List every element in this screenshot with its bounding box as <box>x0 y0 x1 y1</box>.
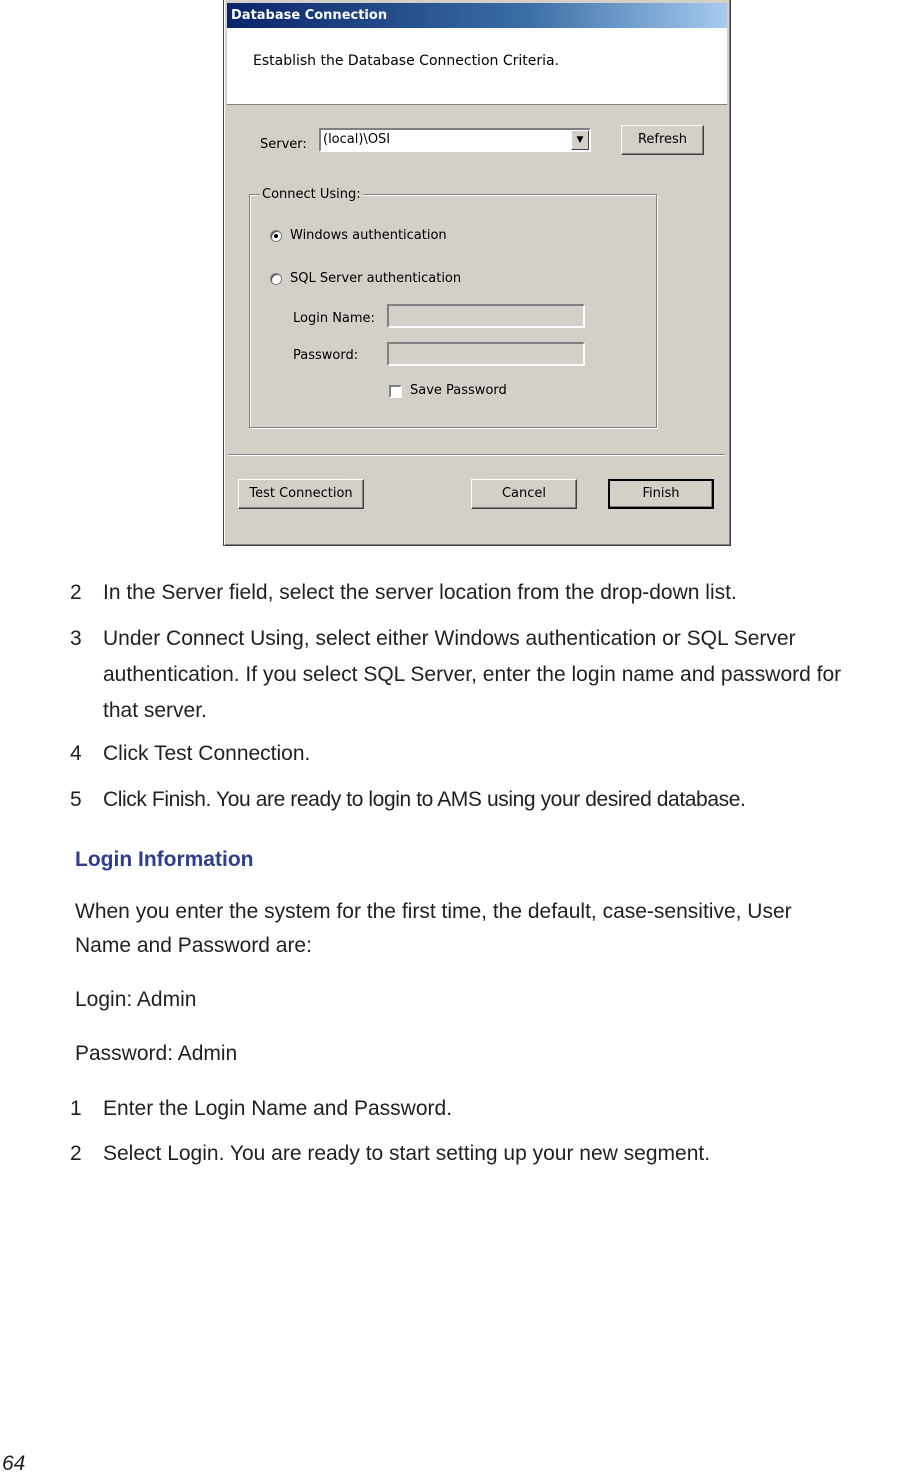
password-label: Password: <box>293 348 359 363</box>
login-line: Login: Admin <box>75 988 197 1011</box>
list-item <box>70 621 898 731</box>
login-name-label: Login Name: <box>293 311 375 326</box>
cancel-button[interactable]: Cancel <box>471 479 577 509</box>
section-heading: Login Information <box>75 848 254 871</box>
refresh-button[interactable]: Refresh <box>621 125 704 155</box>
save-password-label: Save Password <box>410 383 507 398</box>
dialog-header-panel <box>227 28 727 105</box>
chevron-down-icon[interactable]: ▼ <box>571 130 589 150</box>
login-name-input[interactable] <box>387 304 585 328</box>
finish-button[interactable]: Finish <box>608 479 714 509</box>
step-number: 1 <box>70 1097 82 1120</box>
sql-auth-label: SQL Server authentication <box>290 271 462 286</box>
step-number: 2 <box>70 1142 82 1165</box>
server-dropdown[interactable] <box>319 128 591 152</box>
sql-auth-radio[interactable] <box>270 273 282 285</box>
windows-auth-radio[interactable] <box>270 230 282 242</box>
step-number: 4 <box>70 742 82 765</box>
password-line: Password: Admin <box>75 1042 238 1065</box>
step-text: Click Test Connection. <box>103 742 311 765</box>
step-number: 5 <box>70 788 82 811</box>
password-input[interactable] <box>387 342 585 366</box>
database-connection-dialog <box>223 0 731 546</box>
step-text: Enter the Login Name and Password. <box>103 1097 453 1120</box>
save-password-checkbox[interactable] <box>389 385 402 398</box>
test-connection-button[interactable]: Test Connection <box>238 479 364 509</box>
dialog-title: Database Connection <box>227 3 727 28</box>
windows-auth-label: Windows authentication <box>290 228 447 243</box>
server-value: (local)\OSI <box>323 132 391 147</box>
dialog-header-text: Establish the Database Connection Criteria. <box>253 53 560 69</box>
intro-paragraph: When you enter the system for the first time, the default, case-sensitive, User Name and Password are: <box>75 900 792 957</box>
group-title: Connect Using: <box>262 187 361 202</box>
dialog-separator <box>229 454 725 456</box>
step-number: 2 <box>70 581 82 604</box>
step-text: Click Finish. You are ready to login to AMS using your desired database. <box>103 788 746 811</box>
step-text: Under Connect Using, select either Windows authentication or SQL Server authentication. If you select SQL Server, enter the login name and password for that server. <box>103 627 842 722</box>
step-text: In the Server field, select the server location from the drop-down list. <box>103 581 737 604</box>
server-label: Server: <box>260 137 307 152</box>
step-number: 3 <box>70 627 82 650</box>
page-number: 64 <box>2 1452 26 1475</box>
step-text: Select Login. You are ready to start setting up your new segment. <box>103 1142 711 1165</box>
